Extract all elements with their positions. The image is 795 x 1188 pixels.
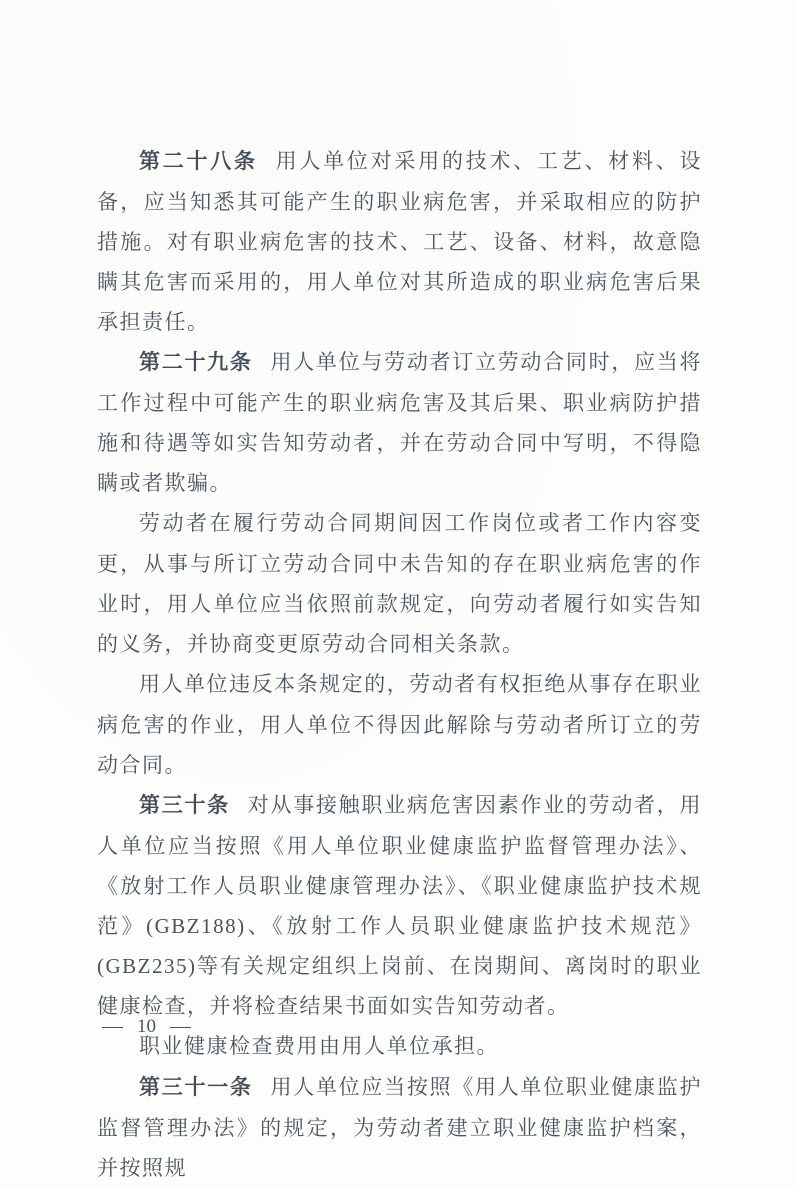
paragraph-article-29-clause-3 [97,664,702,785]
article-28-number: 第二十八条 [139,150,258,173]
paragraph-article-29-clause-2 [97,503,702,664]
paragraph-text: 用人单位与劳动者订立劳动合同时，应当将工作过程中可能产生的职业病危害及其后果、职业病防护措施和待遇等如实告知劳动者，并在劳动合同中写明，不得隐瞒或者欺骗。 [97,350,703,495]
article-31-number: 第三十一条 [139,1076,253,1099]
page-number: 10 [137,1016,156,1037]
paragraph-text: 用人单位违反本条规定的，劳动者有权拒绝从事存在职业病危害的作业，用人单位不得因此解除与劳动者所订立的劳动合同。 [97,672,702,777]
paragraph-article-29 [97,342,702,503]
paragraph-text: 劳动者在履行劳动合同期间因工作岗位或者工作内容变更，从事与所订立劳动合同中未告知的存在职业病危害的作业时，用人单位应当依照前款规定，向劳动者履行如实告知的义务，并协商变更原劳动合同相关条款。 [97,511,702,656]
footer-dash-right: — [170,1016,191,1037]
paragraph-text: 职业健康检查费用由用人单位承担。 [139,1034,499,1058]
paragraph-article-30 [97,785,702,1026]
paragraph-article-28 [97,141,702,342]
paragraph-article-31 [97,1067,702,1188]
page-footer [103,1016,190,1038]
paragraph-text: 对从事接触职业病危害因素作业的劳动者，用人单位应当按照《用人单位职业健康监护监督管理办法》、《放射工作人员职业健康管理办法》、《职业健康监护技术规范》(GBZ188)、《放射工作人员职业健康监护技术规范》(GBZ235)等有关规定组织上岗前、在岗期间、离岗时的职业健康检查，并将检查结果书面如实告知劳动者。 [97,793,703,1018]
paragraph-text: 用人单位对采用的技术、工艺、材料、设备，应当知悉其可能产生的职业病危害，并采取相应的防护措施。对有职业病危害的技术、工艺、设备、材料，故意隐瞒其危害而采用的，用人单位对其所造成的职业病危害后果承担责任。 [97,149,703,334]
article-30-number: 第三十条 [139,794,230,817]
article-29-number: 第二十九条 [139,351,253,374]
footer-dash-left: — [102,1016,123,1037]
paragraph-text: 用人单位应当按照《用人单位职业健康监护监督管理办法》的规定，为劳动者建立职业健康监护档案，并按照规 [97,1075,703,1180]
